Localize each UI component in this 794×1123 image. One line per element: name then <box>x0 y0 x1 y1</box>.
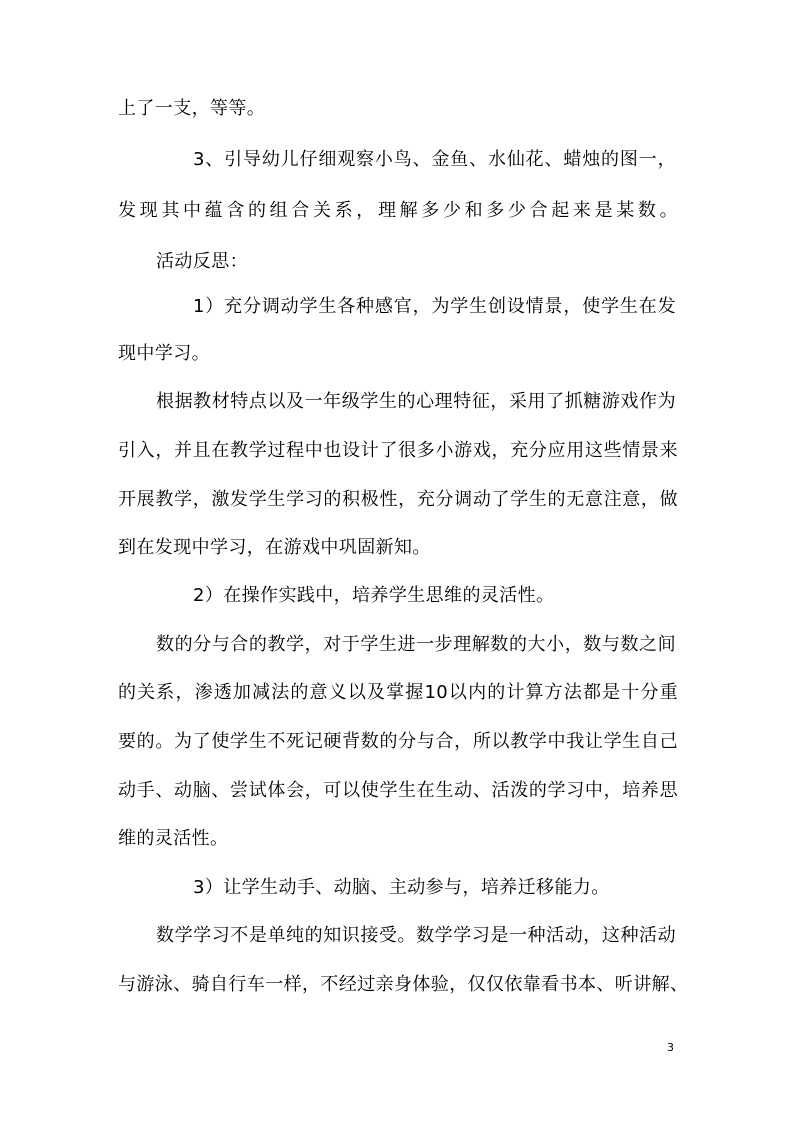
line-10: 到在发现中学习，在游戏中巩固新知。 <box>118 537 431 558</box>
line-5: 1）充分调动学生各种感官，为学生创设情景，使学生在发 <box>193 296 676 317</box>
line-9: 开展教学，激发学生学习的积极性，充分调动了学生的无意注意，做 <box>118 489 678 510</box>
line-2: 3、引导幼儿仔细观察小鸟、金鱼、水仙花、蜡烛的图一， <box>193 149 676 170</box>
line-7: 根据教材特点以及一年级学生的心理特征，采用了抓糖游戏作为 <box>156 391 676 412</box>
line-6: 现中学习。 <box>118 343 210 364</box>
line-1: 上了一支，等等。 <box>118 98 266 119</box>
line-12: 数的分与合的教学，对于学生进一步理解数的大小，数与数之间 <box>156 634 676 655</box>
line-16: 维的灵活性。 <box>118 828 229 849</box>
line-4: 活动反思： <box>156 251 248 272</box>
line-19: 与游泳、骑自行车一样，不经过亲身体验，仅仅依靠看书本、听讲解、 <box>118 974 689 995</box>
line-11: 2）在操作实践中，培养学生思维的灵活性。 <box>193 585 555 606</box>
line-8: 引入，并且在教学过程中也设计了很多小游戏，充分应用这些情景来 <box>118 440 678 461</box>
line-17: 3）让学生动手、动脑、主动参与，培养迁移能力。 <box>193 877 610 898</box>
line-13: 的关系，渗透加减法的意义以及掌握10以内的计算方法都是十分重 <box>118 682 678 703</box>
line-3: 发现其中蕴含的组合关系，理解多少和多少合起来是某数。 <box>118 200 678 221</box>
line-18: 数学学习不是单纯的知识接受。数学学习是一种活动，这种活动 <box>156 925 676 946</box>
line-15: 动手、动脑、尝试体会，可以使学生在生动、活泼的学习中，培养思 <box>118 780 678 801</box>
line-14: 要的。为了使学生不死记硬背数的分与合，所以教学中我让学生自己 <box>118 731 678 752</box>
page-number: 3 <box>667 1041 674 1054</box>
